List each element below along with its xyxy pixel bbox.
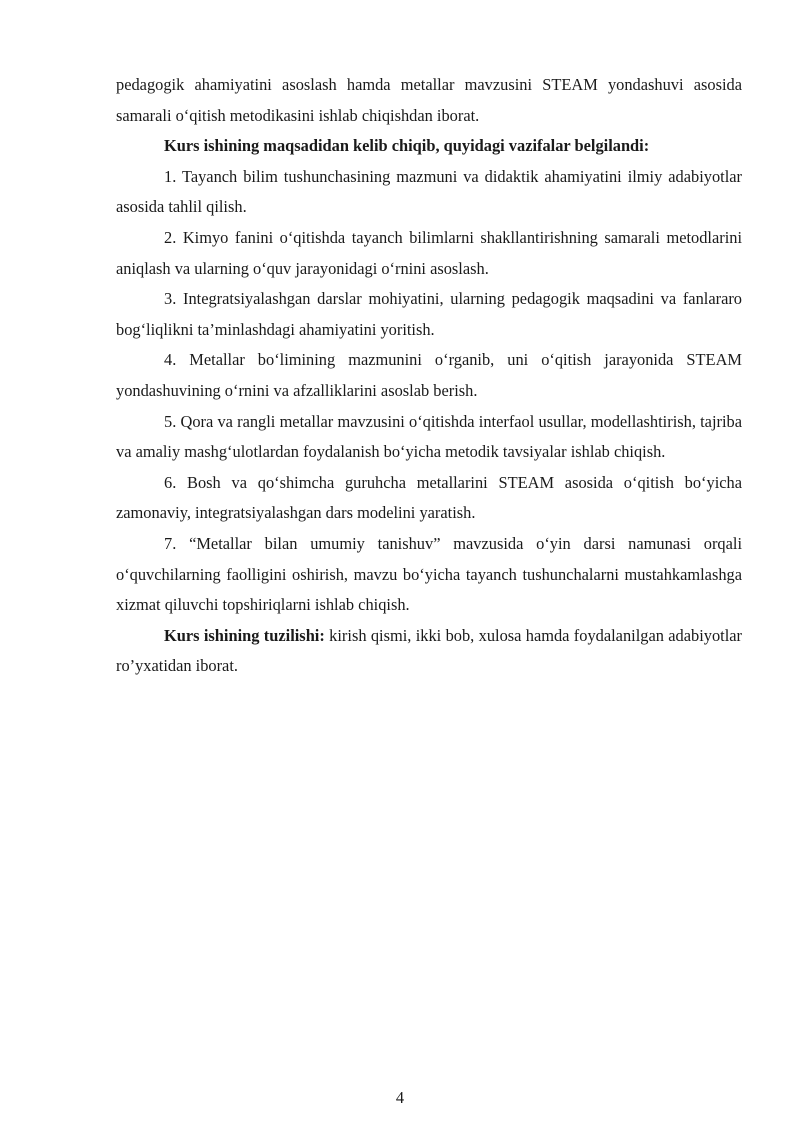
task-item-6: 6. Bosh va qo‘shimcha guruhcha metallarini STEAM asosida o‘qitish bo‘yicha zamonaviy, integratsiyalashgan dars modelini yaratish.	[116, 472, 742, 523]
task-item-3: 3. Integratsiyalashgan darslar mohiyatini, ularning pedagogik maqsadini va fanlararo bog‘liqlikni ta’minlashdagi ahamiyatini yoritish.	[116, 289, 742, 339]
structure-text: kirish qismi, ikki bob, xulosa hamda foydalanilgan adabiyotlar ro’yxatidan iborat.	[116, 625, 742, 676]
structure-label: Kurs ishining tuzilishi:	[164, 625, 325, 645]
tasks-heading: Kurs ishining maqsadidan kelib chiqib, quyidagi vazifalar belgilandi:	[164, 136, 650, 156]
task-item-7: 7. “Metallar bilan umumiy tanishuv” mavzusida o‘yin darsi namunasi orqali o‘quvchilarning faolligini oshirish, mavzu bo‘yicha tayanch tushunchalarni mustahkamlashga xizmat qiluvchi topshiriqlarni ishlab chiqish.	[116, 533, 742, 615]
task-item-1: 1. Tayanch bilim tushunchasining mazmuni va didaktik ahamiyatini ilmiy adabiyotlar asosida tahlil qilish.	[116, 166, 742, 217]
task-item-5: 5. Qora va rangli metallar mavzusini o‘qitishda interfaol usullar, modellashtirish, tajriba va amaliy mashg‘ulotlardan foydalanish bo‘yicha metodik tavsiyalar ishlab chiqish.	[116, 411, 742, 462]
page-body	[116, 70, 742, 682]
page-number: 4	[395, 1088, 405, 1107]
task-item-2: 2. Kimyo fanini o‘qitishda tayanch bilimlarni shakllantirishning samarali metodlarini aniqlash va ularning o‘quv jarayonidagi o‘rnini asoslash.	[116, 227, 742, 278]
structure-paragraph	[116, 621, 742, 682]
task-item-4: 4. Metallar bo‘limining mazmunini o‘rganib, uni o‘qitish jarayonida STEAM yondashuvining o‘rnini va afzalliklarini asoslab berish.	[116, 350, 742, 400]
intro-continuation: pedagogik ahamiyatini asoslash hamda metallar mavzusini STEAM yondashuvi asosida samarali o‘qitish metodikasini ishlab chiqishdan iborat.	[116, 75, 742, 125]
